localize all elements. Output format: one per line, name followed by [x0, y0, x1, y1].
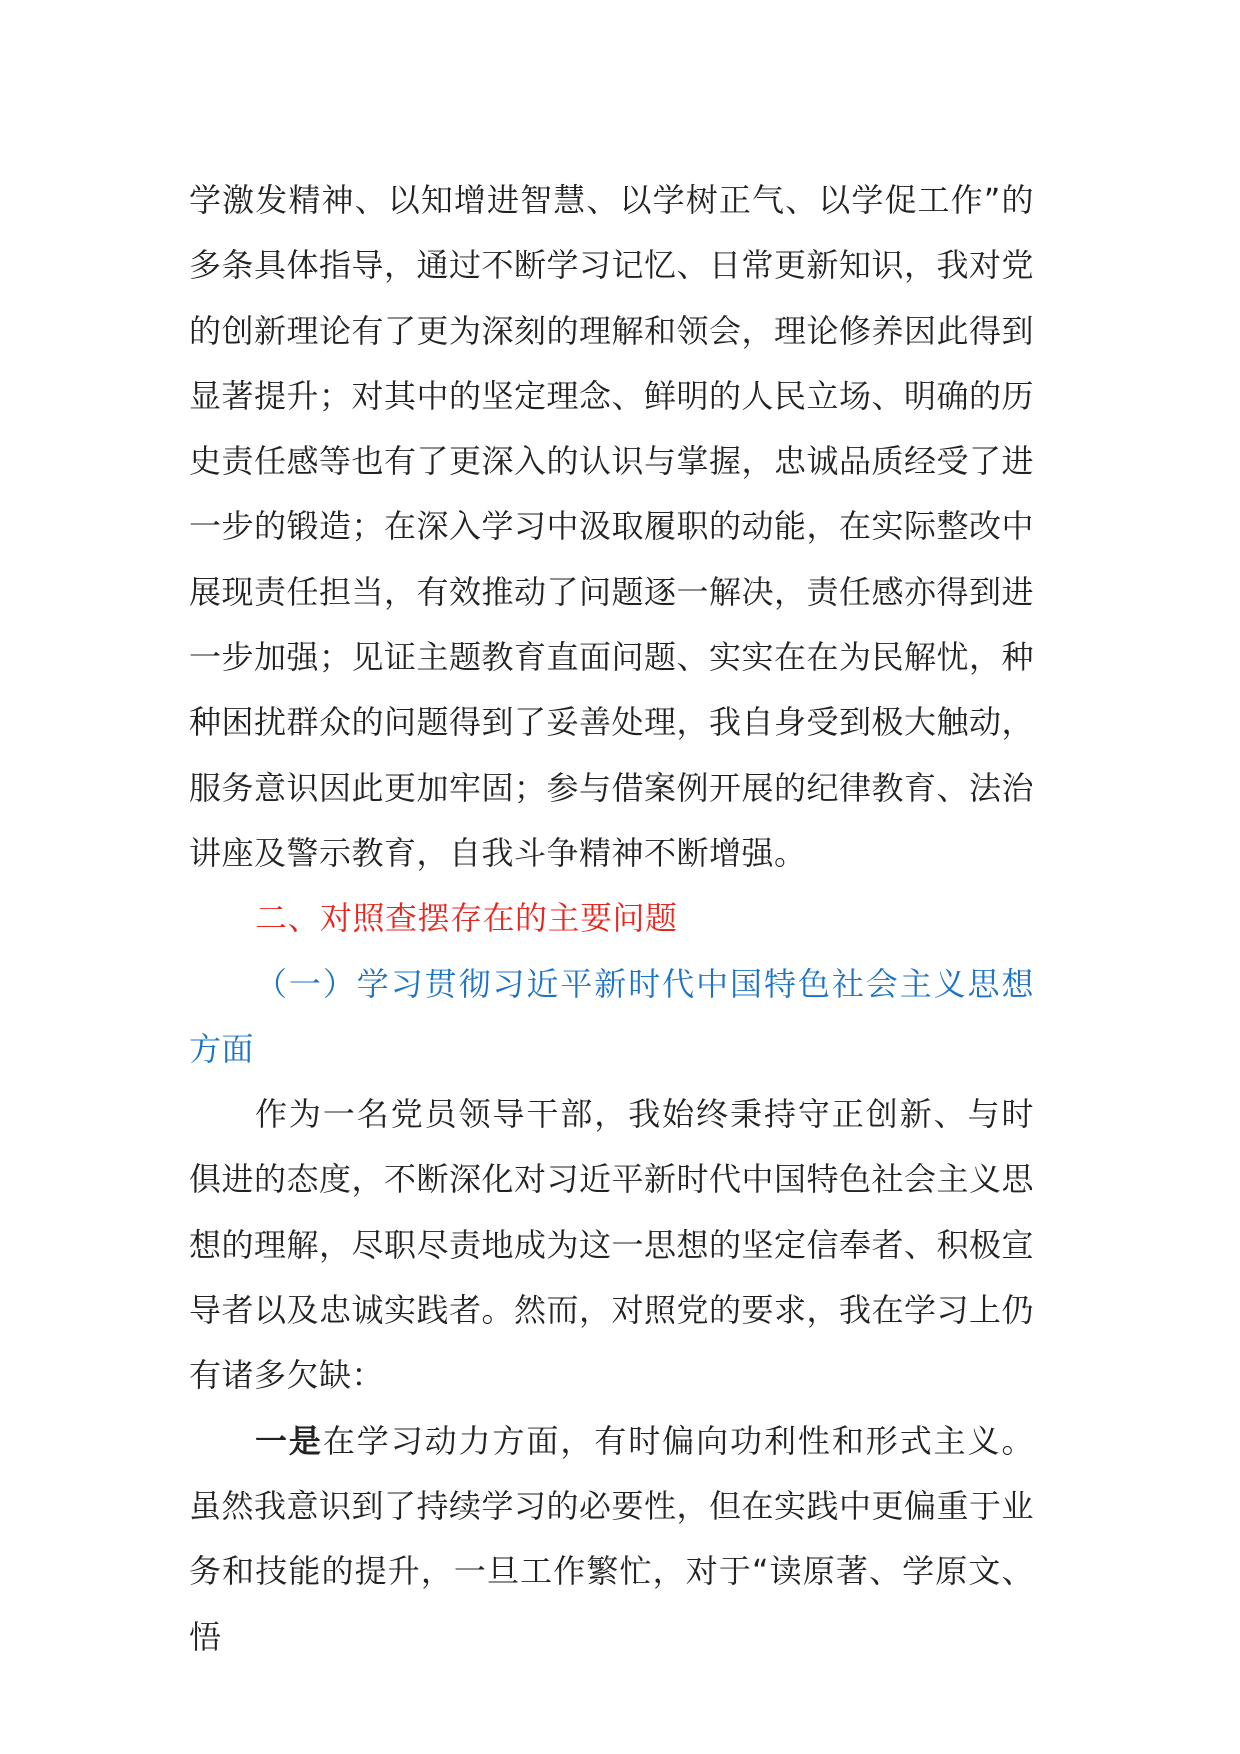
paragraph-intro: 作为一名党员领导干部，我始终秉持守正创新、与时俱进的态度，不断深化对习近平新时代中国特色社会主义思想的理解，尽职尽责地成为这一思想的坚定信奉者、积极宣导者以及忠诚实践者。然而，对照党的要求，我在学习上仍有诸多欠缺：: [189, 1095, 1035, 1395]
section-heading: 二、对照查摆存在的主要问题: [255, 899, 678, 938]
subsection-heading: （一）学习贯彻习近平新时代中国特色社会主义思想方面: [189, 964, 1034, 1068]
point-one-lead: 一是: [255, 1421, 323, 1460]
point-one-text: 在学习动力方面，有时偏向功利性和形式主义。虽然我意识到了持续学习的必要性，但在实践中更偏重于业务和技能的提升，一旦工作繁忙，对于“读原著、学原文、悟: [189, 1421, 1035, 1656]
paragraph-point-one: [189, 1409, 1034, 1670]
document-page: [189, 168, 1034, 1670]
paragraph-continued: 学激发精神、以知增进智慧、以学树正气、以学促工作”的多条具体指导，通过不断学习记忆、日常更新知识，我对党的创新理论有了更为深刻的理解和领会，理论修养因此得到显著提升；对其中的坚定理念、鲜明的人民立场、明确的历史责任感等也有了更深入的认识与掌握，忠诚品质经受了进一步的锻造；在深入学习中汲取履职的动能，在实际整改中展现责任担当，有效推动了问题逐一解决，责任感亦得到进一步加强；见证主题教育直面问题、实实在在为民解忧，种种困扰群众的问题得到了妥善处理，我自身受到极大触动，服务意识因此更加牢固；参与借案例开展的纪律教育、法治讲座及警示教育，自我斗争精神不断增强。: [189, 181, 1035, 872]
